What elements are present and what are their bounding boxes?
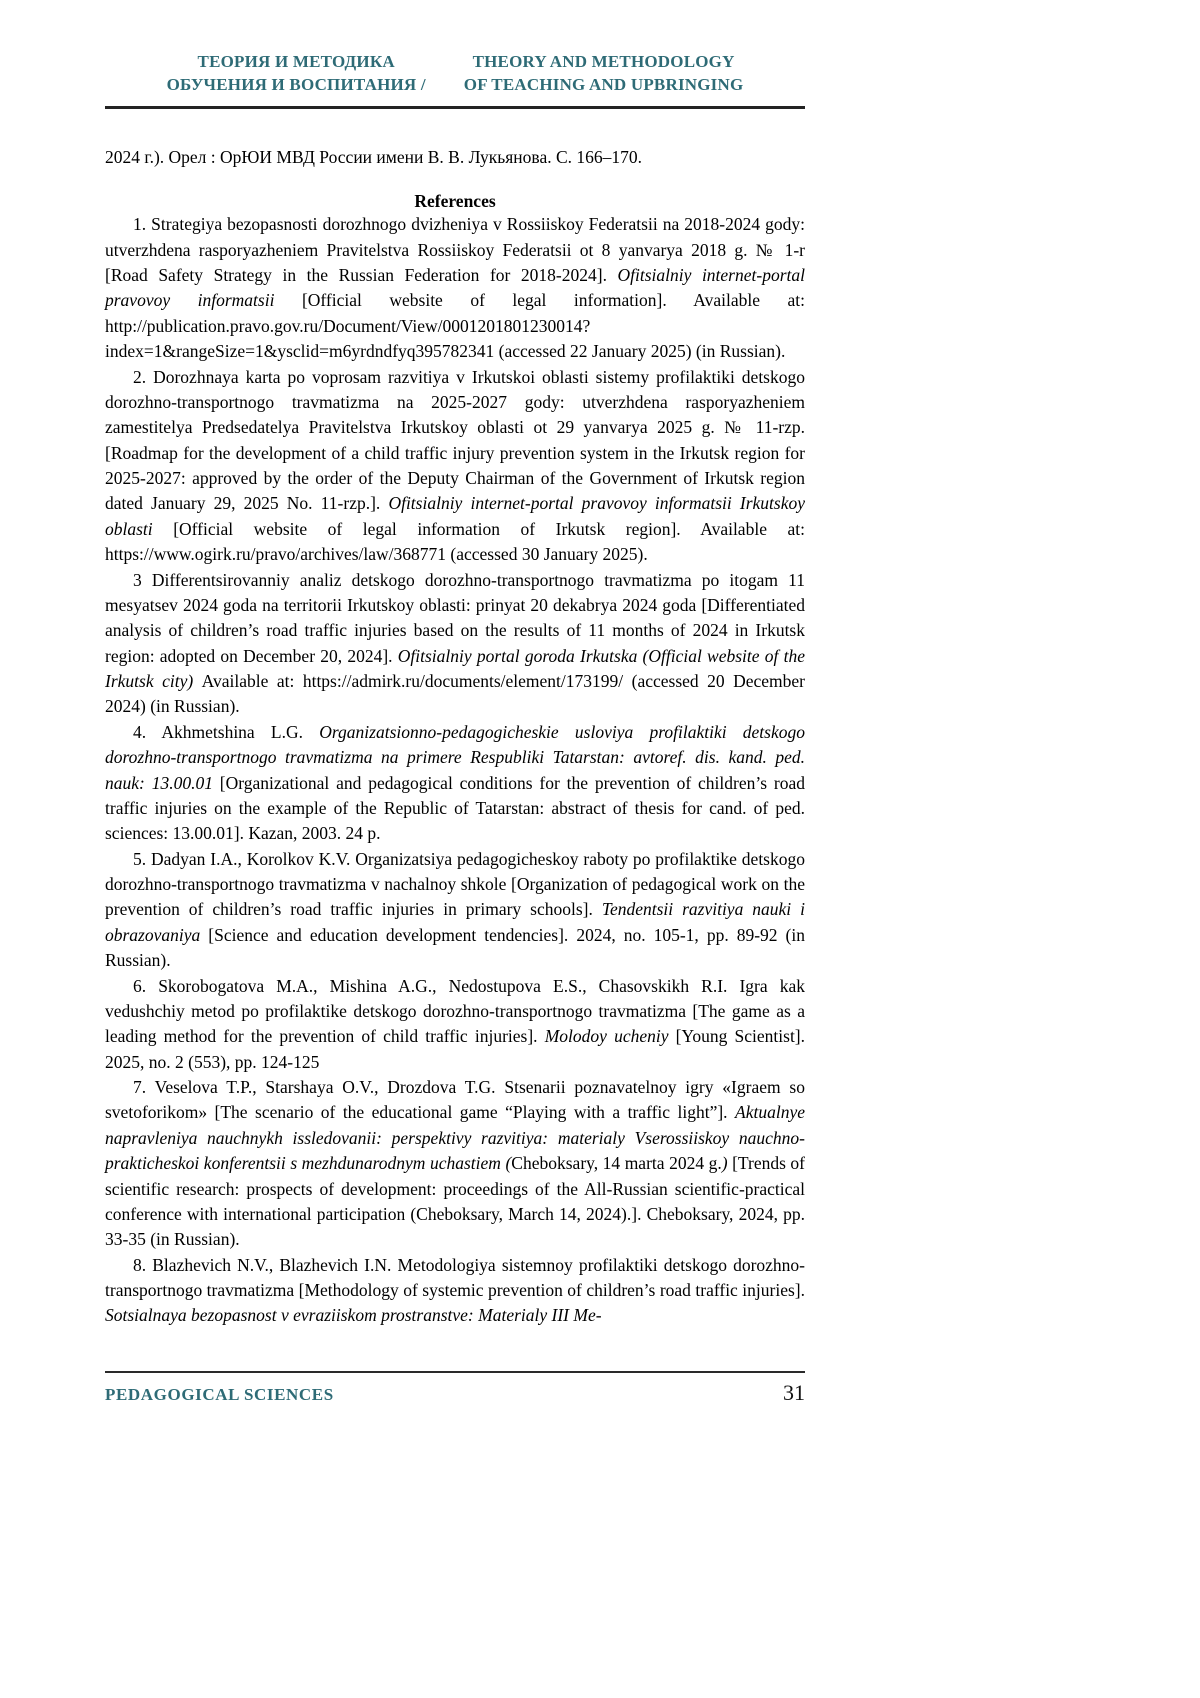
reference-source-italic: ) bbox=[721, 1153, 728, 1174]
reference-entry bbox=[105, 365, 805, 568]
reference-text: 4. Akhmetshina L.G. bbox=[133, 721, 320, 742]
header-title-en bbox=[464, 50, 744, 97]
reference-source-italic: Ofitsialniy internet-portal pravovoy informatsii bbox=[105, 265, 805, 311]
reference-text: 7. Veselova T.P., Starshaya O.V., Drozdova T.G. Stsenarii poznavatelnoy igry «Igraem so svetoforikom» [The scenario of the educational game “Playing with a traffic light”]. bbox=[105, 1077, 805, 1123]
header-title-ru-line1: ТЕОРИЯ И МЕТОДИКА bbox=[197, 52, 395, 71]
reference-text: [Official website of legal information of Irkutsk region]. Available at: https://www.ogirk.ru/pravo/archives/law/368771 (accessed 30 January 2025). bbox=[105, 518, 805, 565]
reference-text: [Science and education development tendencies]. 2024, no. 105-1, pp. 89-92 (in Russian). bbox=[105, 924, 805, 971]
reference-text: [Trends of scientific research: prospects of development: proceedings of the All-Russian scientific-practical conference with international participation (Cheboksary, March 14, 2024).]. Cheboksary, 2024, pp. 33-35 (in Russian). bbox=[105, 1153, 806, 1250]
reference-text: Cheboksary, 14 marta 2024 g. bbox=[511, 1153, 722, 1174]
reference-text: [Organizational and pedagogical conditions for the prevention of children’s road traffic injuries on the example of the Republic of Tatarstan: abstract of thesis for cand. of ped. sciences: 13.00.01]. Kazan, 2003. 24 p. bbox=[105, 772, 805, 844]
page-content bbox=[105, 0, 805, 1406]
reference-text: [Young Scientist]. 2025, no. 2 (553), pp. 124-125 bbox=[105, 1026, 806, 1072]
header-title-en-line2: OF TEACHING AND UPBRINGING bbox=[463, 75, 744, 95]
reference-source-italic: Ofitsialniy portal goroda Irkutska (Official website of the Irkutsk city) bbox=[105, 645, 805, 692]
reference-entry bbox=[105, 212, 805, 364]
reference-source-italic: Organizatsionno-pedagogicheskie usloviya profilaktiki detskogo dorozhno-transportnogo travmatizma na primere Respubliki Tatarstan: avtoref. dis. kand. ped. nauk: 13.00.01 bbox=[105, 721, 805, 793]
header-rule bbox=[105, 106, 805, 109]
header-title-ru bbox=[167, 50, 426, 97]
reference-text: 1. Strategiya bezopasnosti dorozhnogo dvizheniya v Rossiiskoy Federatsii na 2018-2024 gody: utverzhdena rasporyazheniem Pravitelstva Rossiiskoy Federatsii ot 8 yanvarya 2018 g. № 1-r [Road Safety Strategy in the Russian Federation for 2018-2024]. bbox=[105, 214, 805, 286]
page-footer bbox=[105, 1371, 805, 1406]
reference-entry bbox=[105, 1075, 805, 1253]
reference-entry bbox=[105, 568, 805, 720]
reference-source-italic: Sotsialnaya bezopasnost v evraziiskom prostranstve: Materialy III Me- bbox=[105, 1305, 602, 1326]
journal-header bbox=[105, 0, 805, 97]
reference-source-italic: Molodoy ucheniy bbox=[544, 1026, 676, 1047]
reference-text: 8. Blazhevich N.V., Blazhevich I.N. Metodologiya sistemnoy profilaktiki detskogo dorozhno-transportnogo travmatizma [Methodology of systemic prevention of children’s road traffic injuries]. bbox=[105, 1254, 805, 1301]
references-list bbox=[105, 212, 805, 1329]
reference-source-italic: Aktualnye napravleniya nauchnykh issledovanii: perspektivy razvitiya: materialy Vserossiiskoy nauchno-prakticheskoi konferentsii s mezhdunarodnym uchastiem ( bbox=[105, 1102, 805, 1174]
reference-source-italic: Ofitsialniy internet-portal pravovoy informatsii Irkutskoy oblasti bbox=[105, 493, 805, 539]
continuation-text: 2024 г.). Орел : ОрЮИ МВД России имени В. В. Лукьянова. С. 166–170. bbox=[105, 146, 643, 167]
header-title-en-line1: THEORY AND METHODOLOGY bbox=[472, 52, 735, 71]
reference-entry bbox=[105, 720, 805, 847]
reference-text: 6. Skorobogatova M.A., Mishina A.G., Nedostupova E.S., Chasovskikh R.I. Igra kak vedushchiy metod po profilaktike detskogo dorozhno-transportnogo travmatizma [The game as a leading method for the prevention of child traffic injuries]. bbox=[105, 975, 805, 1047]
reference-text: [Official website of legal information]. Available at: http://publication.pravo.gov.ru/Document/View/0001201801230014?index=1&rangeSize=1&ysclid=m6yrdndfyq395782341 (accessed 22 January 2025) (in Russian). bbox=[105, 290, 805, 362]
reference-text: Available at: https://admirk.ru/documents/element/173199/ (accessed 20 December 2024) (in Russian). bbox=[105, 671, 806, 717]
reference-text: 3 Differentsirovanniy analiz detskogo dorozhno-transportnogo travmatizma po itogam 11 mesyatsev 2024 goda na territorii Irkutskoy oblasti: prinyat 20 dekabrya 2024 goda [Differentiated analysis of children’s road traffic injuries based on the results of 11 months of 2024 in Irkutsk region: adopted on December 20, 2024]. bbox=[105, 569, 805, 666]
footer-row bbox=[105, 1373, 805, 1406]
reference-text: 5. Dadyan I.A., Korolkov K.V. Organizatsiya pedagogicheskoy raboty po profilaktike detskogo dorozhno-transportnogo travmatizma v nachalnoy shkole [Organization of pedagogical work on the prevention of children’s road traffic injuries in primary schools]. bbox=[105, 848, 805, 920]
reference-source-italic: Tendentsii razvitiya nauki i obrazovaniya bbox=[105, 899, 805, 945]
reference-text: 2. Dorozhnaya karta po voprosam razvitiya v Irkutskoi oblasti sistemy profilaktiki detskogo dorozhno-transportnogo travmatizma na 2025-2027 gody: utverzhdena rasporyazheniem zamestitelya Predsedatelya Pravitelstva Irkutskoy oblasti ot 29 yanvarya 2025 g. № 11-rzp. [Roadmap for the development of a child traffic injury prevention system in the Irkutsk region for 2025-2027: approved by the order of the Deputy Chairman of the Government of Irkutsk region dated January 29, 2025 No. 11-rzp.]. bbox=[105, 366, 805, 514]
reference-entry bbox=[105, 1253, 805, 1329]
header-title-ru-line2: ОБУЧЕНИЯ И ВОСПИТАНИЯ / bbox=[166, 75, 426, 95]
page-number: 31 bbox=[783, 1379, 805, 1405]
references-heading: References bbox=[414, 191, 496, 212]
reference-entry bbox=[105, 974, 805, 1076]
footer-section-label: PEDAGOGICAL SCIENCES bbox=[105, 1384, 334, 1404]
reference-entry bbox=[105, 847, 805, 974]
